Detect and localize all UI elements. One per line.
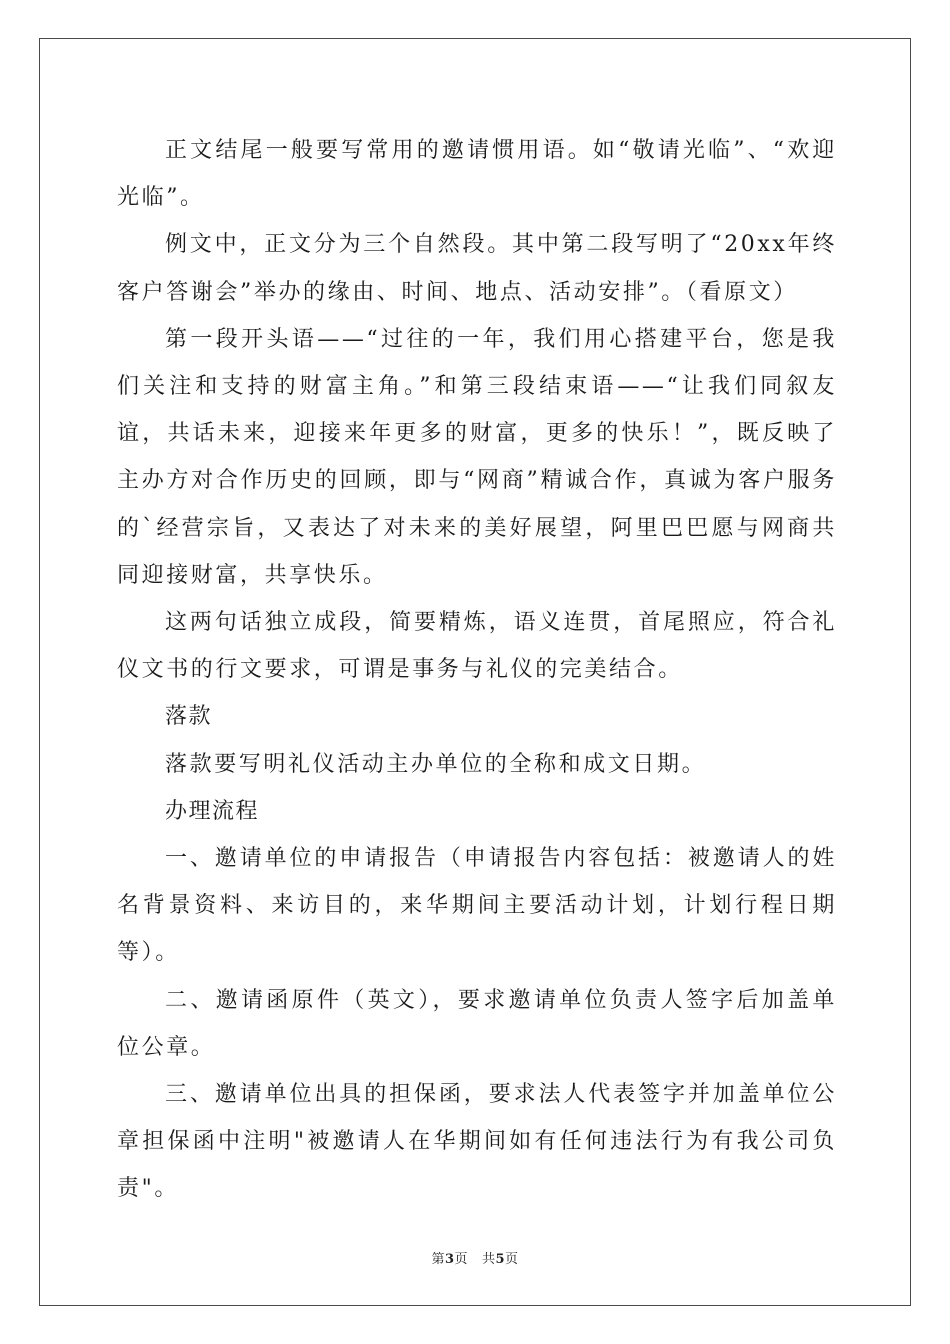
- paragraph-signature: 落款要写明礼仪活动主办单位的全称和成文日期。: [165, 751, 707, 777]
- page-number-suffix: 页: [454, 1252, 469, 1267]
- paragraph-closing-phrases: 正文结尾一般要写常用的邀请惯用语。如“敬请光临”、“欢迎光临”。: [117, 138, 837, 211]
- paragraph-summary: 这两句话独立成段，简要精炼，语义连贯，首尾照应，符合礼仪文书的行文要求，可谓是事务与礼仪的完美结合。: [117, 610, 837, 683]
- paragraph-opening-and-closing: 第一段开头语——“过往的一年，我们用心搭建平台，您是我们关注和支持的财富主角。”和第三段结束语——“让我们同叙友谊，共话未来，迎接来年更多的财富，更多的快乐！”，既反映了主办方对合作历史的回顾，即与“网商”精诚合作，真诚为客户服务的`经营宗旨，又表达了对未来的美好展望，阿里巴巴愿与网商共同迎接财富，共享快乐。: [117, 326, 837, 588]
- page-total-suffix: 页: [505, 1252, 519, 1267]
- section-heading-procedure: 办理流程: [165, 798, 260, 824]
- procedure-step-2: 二、邀请函原件（英文），要求邀请单位负责人签字后加盖单位公章。: [117, 987, 837, 1060]
- procedure-step-1: 一、邀请单位的申请报告（申请报告内容包括：被邀请人的姓名背景资料、来访目的，来华期间主要活动计划，计划行程日期等）。: [117, 846, 837, 966]
- paragraph-example-structure: 例文中，正文分为三个自然段。其中第二段写明了“20xx年终客户答谢会”举办的缘由、时间、地点、活动安排”。（看原文）: [117, 232, 837, 305]
- page-number-total: 5: [495, 1252, 506, 1267]
- page-total-prefix: 共: [481, 1252, 496, 1267]
- page-number-prefix: 第: [431, 1252, 445, 1267]
- page-number-current: 3: [444, 1252, 455, 1267]
- page-footer: [0, 1248, 950, 1267]
- document-body: [117, 127, 837, 1213]
- section-heading-signature: 落款: [165, 704, 213, 730]
- procedure-step-3: 三、邀请单位出具的担保函，要求法人代表签字并加盖单位公章担保函中注明"被邀请人在华期间如有任何违法行为有我公司负责"。: [117, 1082, 837, 1202]
